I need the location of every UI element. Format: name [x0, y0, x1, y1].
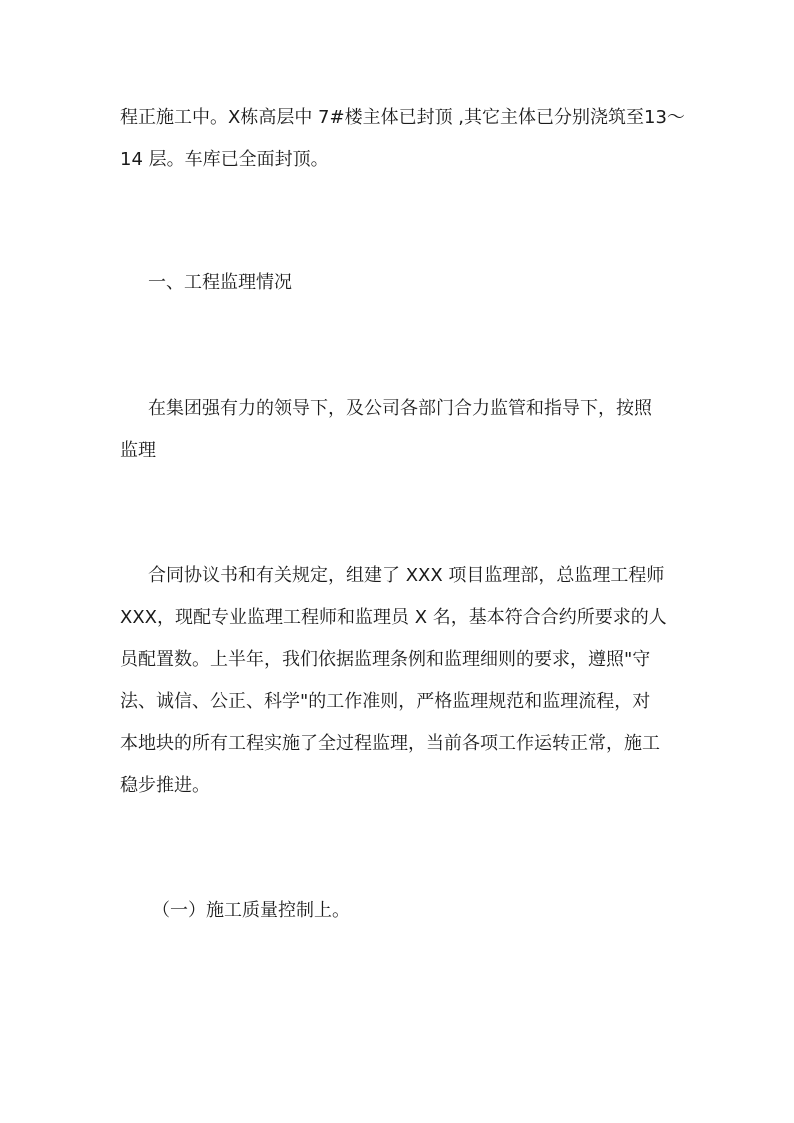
section-heading-supervision: 一、工程监理情况 — [148, 272, 292, 293]
paragraph-3-line-6: 稳步推进。 — [120, 775, 210, 796]
paragraph-3-line-1: 合同协议书和有关规定，组建了 XXX 项目监理部，总监理工程师 — [148, 565, 665, 586]
paragraph-3-line-3: 员配置数。上半年，我们依据监理条例和监理细则的要求，遵照"守 — [120, 649, 651, 670]
paragraph-3-line-4: 法、诚信、公正、科学"的工作准则，严格监理规范和监理流程，对 — [120, 691, 651, 712]
paragraph-1-line-2: 14 层。车库已全面封顶。 — [120, 149, 329, 170]
paragraph-2-line-1: 在集团强有力的领导下，及公司各部门合力监管和指导下，按照 — [148, 398, 652, 419]
paragraph-3-line-5: 本地块的所有工程实施了全过程监理，当前各项工作运转正常，施工 — [120, 733, 660, 754]
subsection-heading-quality-control: （一）施工质量控制上。 — [152, 900, 350, 921]
paragraph-3-line-2: XXX，现配专业监理工程师和监理员 X 名，基本符合合约所要求的人 — [120, 607, 667, 628]
paragraph-2-line-2: 监理 — [120, 440, 156, 461]
paragraph-1-line-1: 程正施工中。X栋高层中 7#楼主体已封顶 ,其它主体已分别浇筑至13～ — [120, 107, 685, 128]
